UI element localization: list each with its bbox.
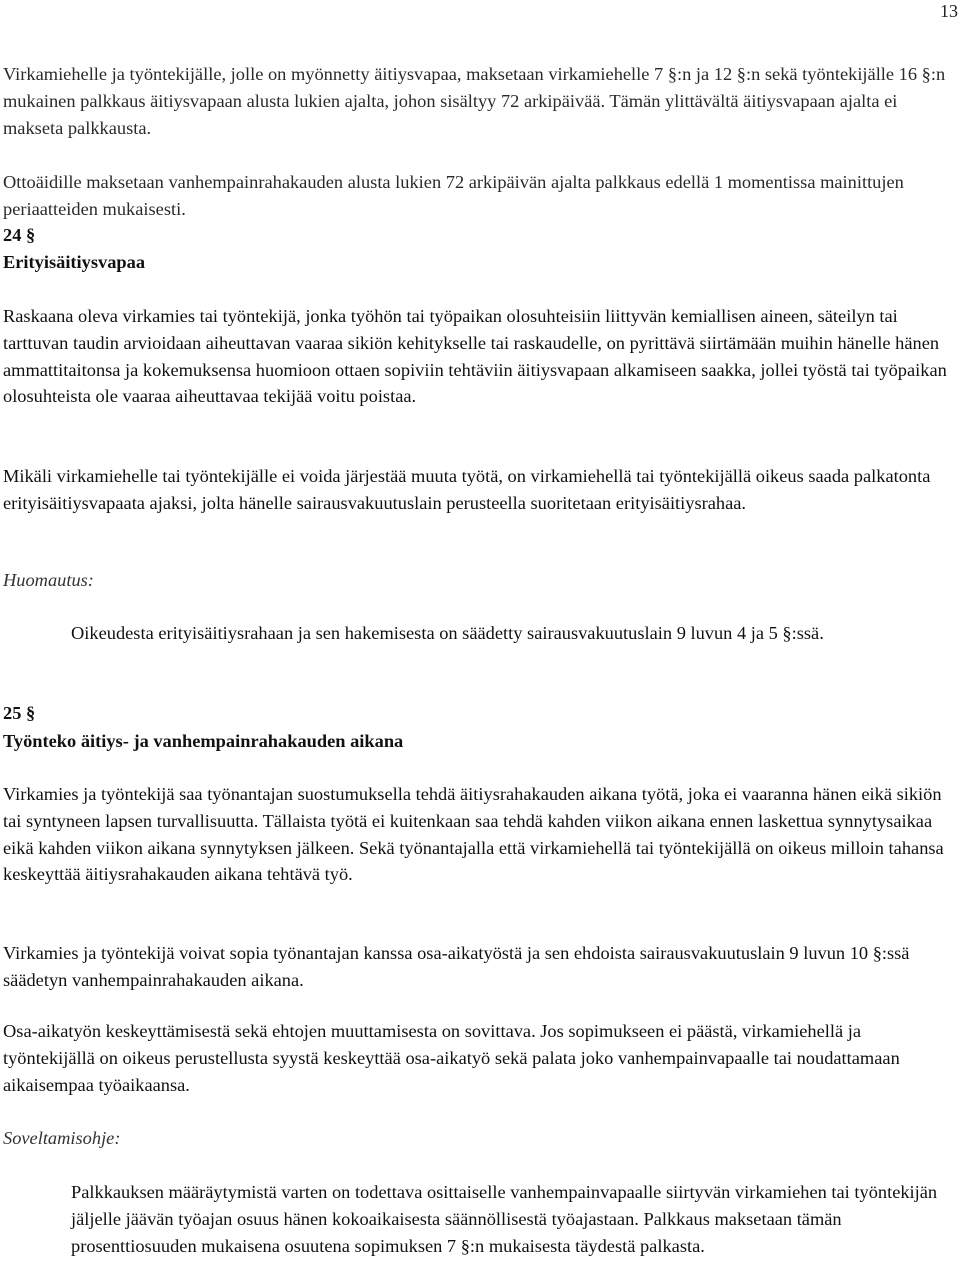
section-25-number: 25 §: [3, 703, 36, 723]
note-label-huomautus: Huomautus:: [3, 570, 94, 590]
section-24-number: 24 §: [3, 225, 36, 245]
section-25-title: Työnteko äitiys- ja vanhempainrahakauden aikana: [3, 731, 404, 751]
paragraph-part-time-work: Virkamies ja työntekijä voivat sopia työnantajan kanssa osa-aikatyöstä ja sen ehdoista sairausvakuutuslain 9 luvun 10 §:ssä säädetyn vanhempainrahakauden aikana.: [3, 943, 910, 990]
page-number: 13: [940, 1, 958, 21]
paragraph-adoptive-mother-pay: Ottoäidille maksetaan vanhempainrahakauden alusta lukien 72 arkipäivän ajalta palkkaus edellä 1 momentissa mainittujen periaatteiden mukaisesti.: [3, 172, 904, 219]
paragraph-work-during-maternity: Virkamies ja työntekijä saa työnantajan suostumuksella tehdä äitiysrahakauden aikana työtä, joka ei vaaranna hänen eikä sikiön tai syntyneen lapsen turvallisuutta. Tällaista työtä ei kuitenkaan saa tehdä kahden viikon aikana ennen laskettua synnytysaikaa eikä kahden viikon aikana synnytyksen jälkeen. Sekä työnantajalla että virkamiehellä tai työntekijällä on oikeus milloin tahansa keskeyttää äitiysrahakauden aikana tehtävä työ.: [3, 784, 944, 885]
paragraph-special-maternity-leave: Mikäli virkamiehelle tai työntekijälle ei voida järjestää muuta työtä, on virkamiehellä tai työntekijällä oikeus saada palkatonta erityisäitiysvapaata ajaksi, jolta hänelle sairausvakuutuslain perusteella suoritetaan erityisäitiysrahaa.: [3, 466, 931, 513]
note-label-soveltamisohje: Soveltamisohje:: [3, 1128, 121, 1148]
paragraph-part-time-interruption: Osa-aikatyön keskeyttämisestä sekä ehtojen muuttamisesta on sovittava. Jos sopimukseen ei päästä, virkamiehellä ja työntekijällä on oikeus perustellusta syystä keskeyttää osa-aikatyö sekä palata joko vanhempainvapaalle tai noudattamaan aikaisempaa työaikaansa.: [3, 1021, 900, 1095]
paragraph-special-maternity-transfer: Raskaana oleva virkamies tai työntekijä, jonka työhön tai työpaikan olosuhteisiin liittyvän kemiallisen aineen, säteilyn tai tarttuvan taudin arvioidaan aiheuttavan vaaraa sikiön kehitykselle tai raskaudelle, on pyrittävä siirtämään muihin hänelle hänen ammattitaitonsa ja kokemuksensa huomioon ottaen sopiviin tehtäviin äitiysvapaan alkamiseen saakka, jollei työstä tai työpaikan olosuhteista ole vaaraa aiheuttavaa tekijää voitu poistaa.: [3, 306, 947, 407]
section-24-title: Erityisäitiysvapaa: [3, 252, 146, 272]
note-text-pay-determination: Palkkauksen määräytymistä varten on todettava osittaiselle vanhempainvapaalle siirtyvän virkamiehen tai työntekijän jäljelle jäävän työajan osuus hänen kokoaikaisesta säännöllisestä työajastaan. Palkkaus maksetaan tämän prosenttiosuuden mukaisena osuutena sopimuksen 7 §:n mukaisesta täydestä palkasta.: [71, 1182, 938, 1256]
note-text-special-maternity-allowance: Oikeudesta erityisäitiysrahaan ja sen hakemisesta on säädetty sairausvakuutuslain 9 luvun 4 ja 5 §:ssä.: [71, 623, 824, 643]
paragraph-maternity-pay: Virkamiehelle ja työntekijälle, jolle on myönnetty äitiysvapaa, maksetaan virkamiehelle 7 §:n ja 12 §:n sekä työntekijälle 16 §:n mukainen palkkaus äitiysvapaan alusta lukien ajalta, johon sisältyy 72 arkipäivää. Tämän ylittävältä äitiysvapaan ajalta ei makseta palkkausta.: [3, 64, 946, 138]
